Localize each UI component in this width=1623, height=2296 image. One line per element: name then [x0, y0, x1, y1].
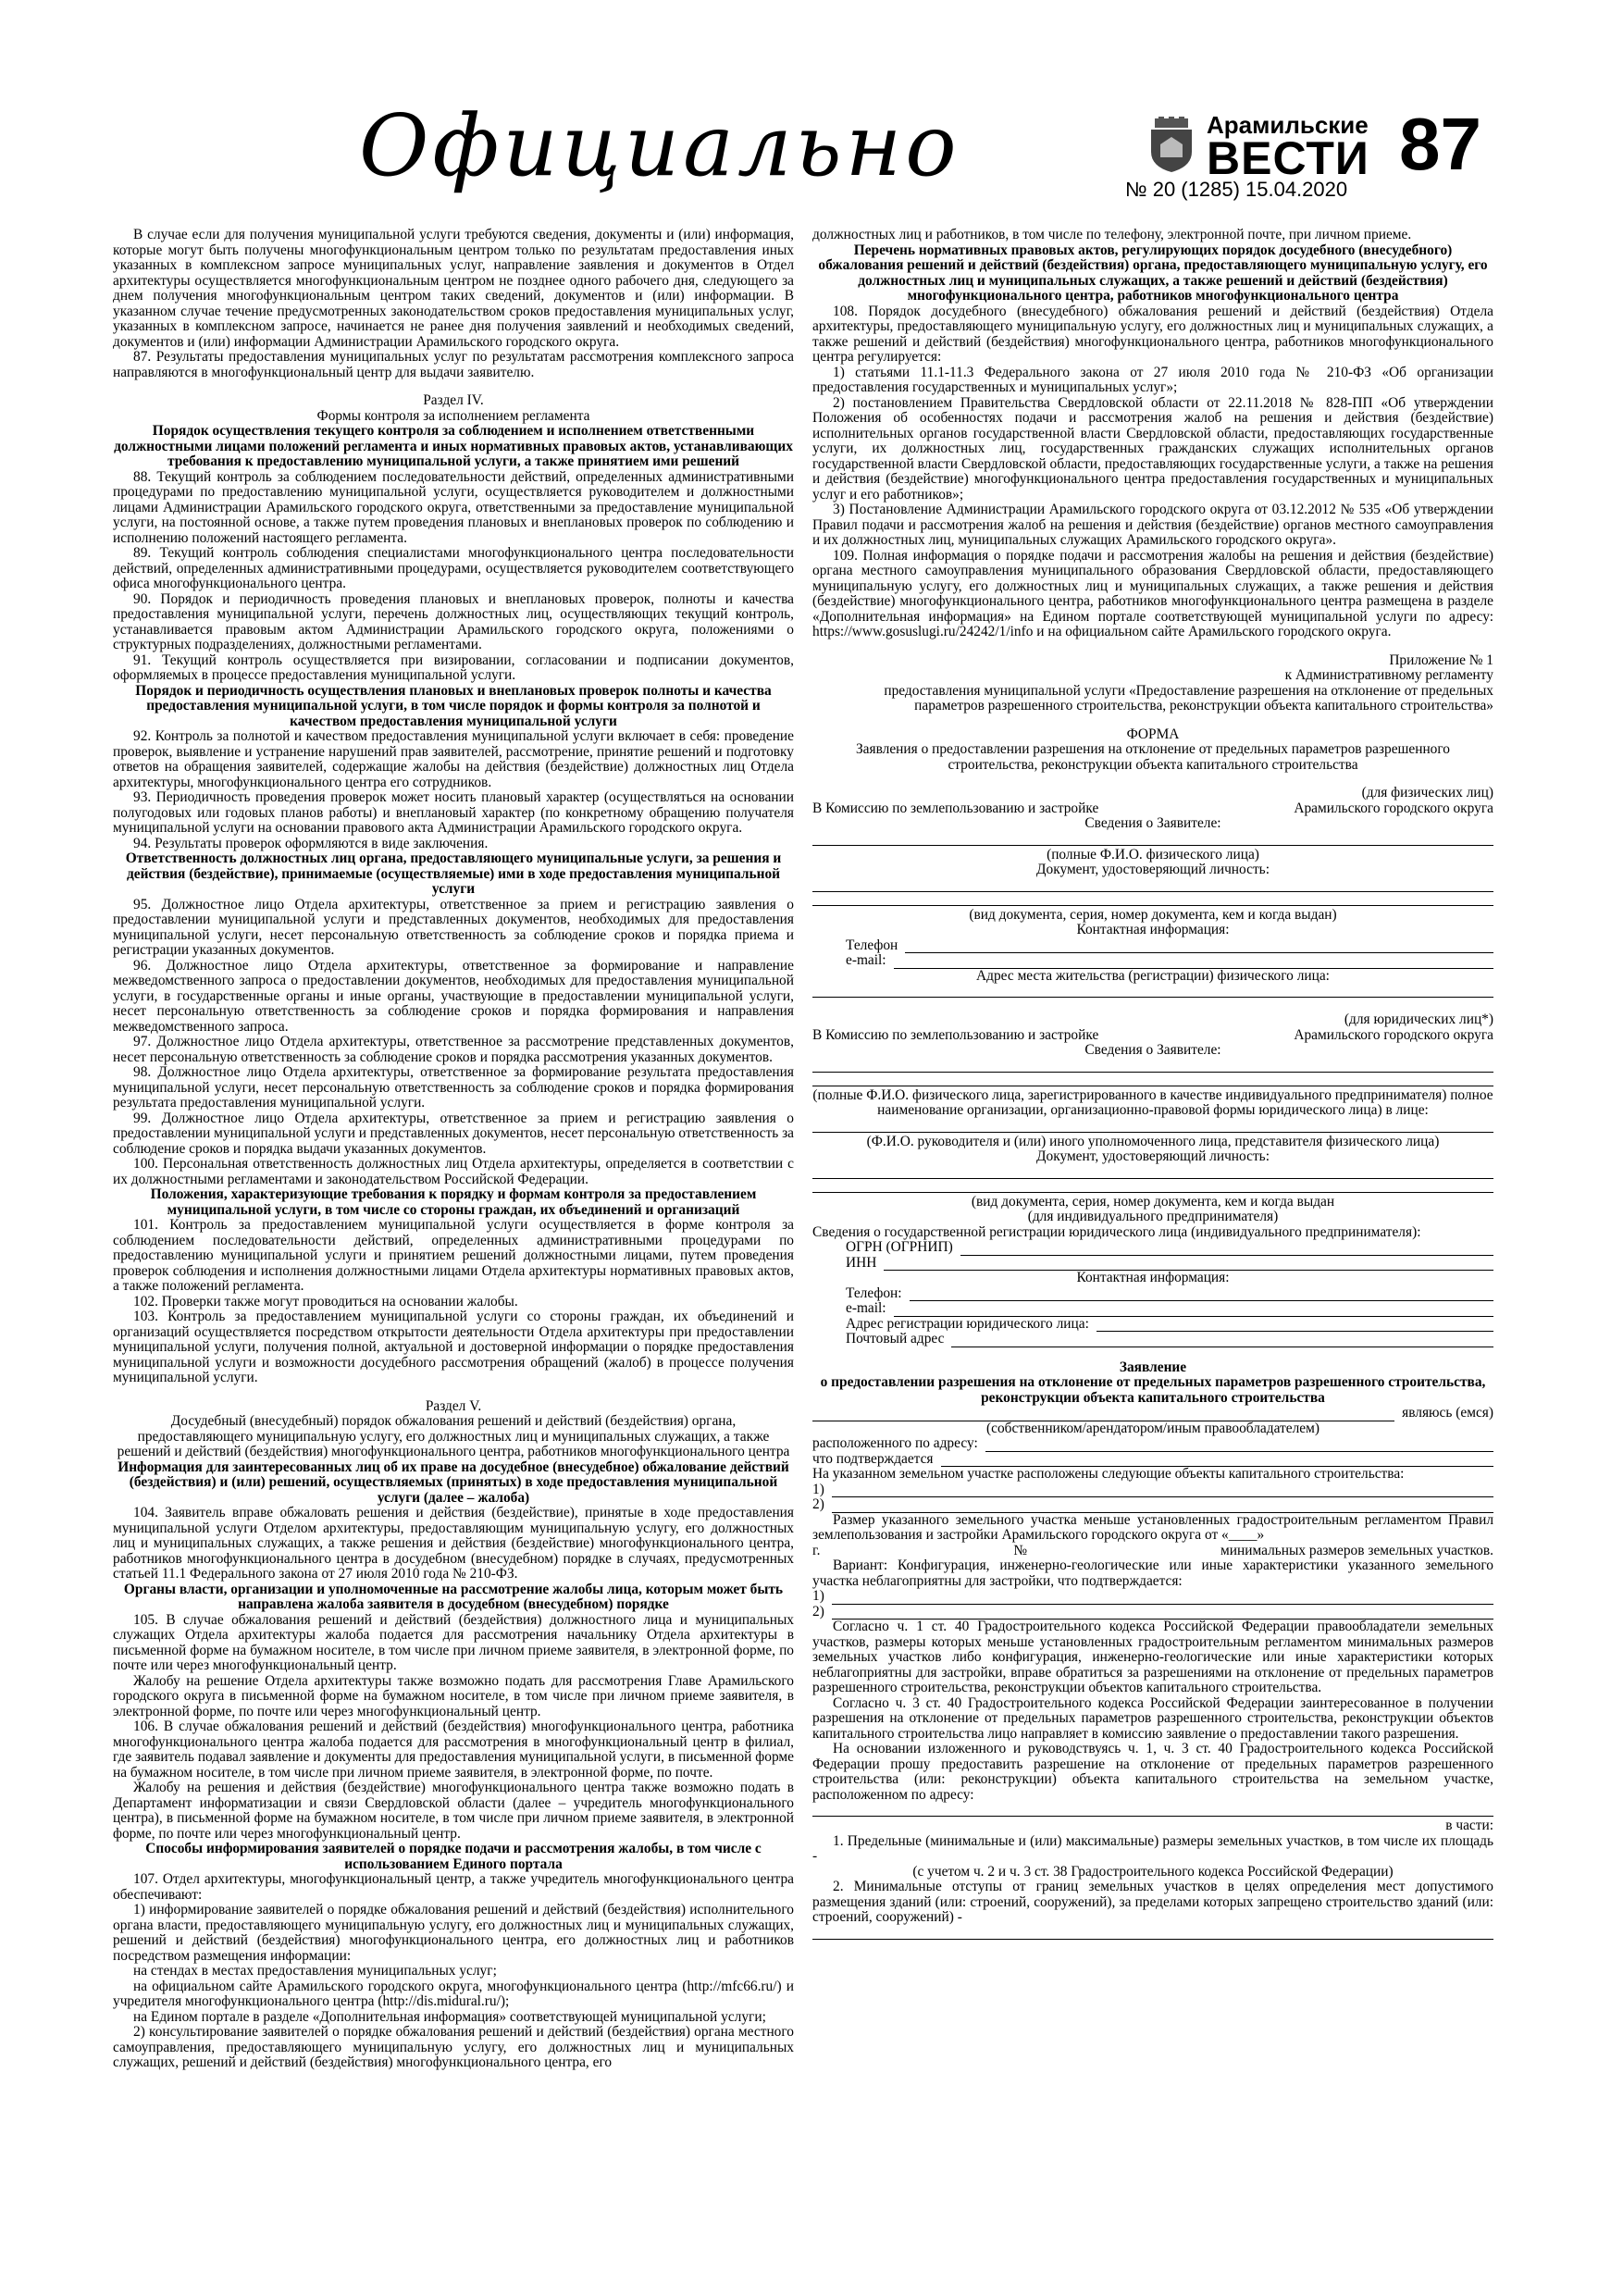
contact-info-label: Контактная информация: — [1076, 922, 1230, 937]
paragraph: 1) статьями 11.1-11.3 Федерального закона от 27 июля 2010 года № 210-ФЗ «Об организации предоставления государственных и муниципальных услуг»; — [812, 364, 1493, 395]
paragraph: 104. Заявитель вправе обжаловать решения и действия (бездействие), принятые в ходе предоставления муниципальной услуги Отделом архитектуры, предоставляющим муниципальную услугу, его должностных лиц и муниципальных служащих, а также решения и действия (бездействие) многофункционального центра, работников многофункционального центра в досудебном (внесудебном) порядке в случаях, предусмотренных статьей 11.1 Федерального закона от 27 июля 2010 года № 210-ФЗ. — [113, 1505, 794, 1582]
postal-address-label: Почтовый адрес — [846, 1331, 945, 1347]
bold-heading: Информация для заинтересованных лиц об их праве на досудебное (внесудебное) обжалование действий (бездействия) и (или) решений, осуществляемых (принятых) в ходе предоставления муниципальной услуги (далее – жалоба) — [118, 1458, 789, 1506]
list-item[interactable] — [812, 1589, 1493, 1605]
bold-heading: Порядок и периодичность осуществления плановых и внеплановых проверок полноты и качества предоставления муниципальной услуги, в том числе порядок и формы контроля за полнотой и качеством предоставления муниципальной услуги — [135, 682, 772, 729]
appendix-number: Приложение № 1 — [1389, 652, 1493, 668]
section-subheading: Досудебный (внесудебный) порядок обжалования решений и действий (бездействия) органа, предоставляющего муниципальную услугу, его должностных лиц и муниципальных служащих, а также решений и действий (бездействия) многофункционального центра, работников многофункционального центра — [117, 1413, 790, 1459]
paragraph: 101. Контроль за предоставлением муниципальной услуги осуществляется в форме контроля за соблюдением последовательности действий, определенных административными процедурами по предоставлению муниципальной услуги и принятием решений должностными лицами, путем проведения проверок соблюдения и исполнения должностными лицами Отдела архитектуры нормативных правовых актов, а также положений регламента. — [113, 1217, 794, 1294]
appendix-ref: к Административному регламенту — [1284, 667, 1493, 683]
brand-main: ВЕСТИ — [1207, 132, 1369, 184]
blank-line[interactable] — [812, 834, 1493, 846]
paragraph: 90. Порядок и периодичность проведения плановых и внеплановых проверок, полноты и качества предоставления муниципальной услуги, перечень должностных лиц, осуществляющих текущий контроль, устанавливается правовым актом Администрации Арамильского городского округа, положениями о структурных подразделениях, должностными регламентами. — [113, 590, 794, 652]
limit-hint: (с учетом ч. 2 и ч. 3 ст. 38 Градостроительного кодекса Российской Федерации) — [912, 1863, 1394, 1880]
paragraph: 1) информирование заявителей о порядке обжалования решений и действий (бездействия) исполнительного органа власти, предоставляющего муниципальную услугу, его должностных лиц и муниципальных служащих, решений и действий (бездействия) многофункционального центра, его должностных лиц и работников посредством размещения информации: — [113, 1902, 794, 1964]
email-label: e-mail: — [846, 1300, 886, 1316]
list-item[interactable] — [812, 1605, 1493, 1620]
paragraph: 107. Отдел архитектуры, многофункциональный центр, а также учредитель многофункционального центра обеспечивают: — [113, 1871, 794, 1903]
paragraph: на официальном сайте Арамильского городского округа, многофункционального центра (http://mfc66.ru/) и учредителя многофункционального центра (http://dis.midural.ru/); — [113, 1978, 794, 2009]
for-legal: (для юридических лиц*) — [1344, 1011, 1493, 1027]
blank-line[interactable] — [812, 1121, 1493, 1133]
paragraph: 103. Контроль за предоставлением муниципальной услуги со стороны граждан, их объединений и организаций осуществляется посредством открытости деятельности Отдела архитектуры при предоставлении муниципальной услуги, получения полной, актуальной и достоверной информации о порядке предоставления муниципальной услуги и возможности досудебного рассмотрения обращений (жалоб) в процессе получения муниципальной услуги. — [113, 1309, 794, 1385]
paragraph: 87. Результаты предоставления муниципальных услуг по результатам рассмотрения комплексного запроса направляются в многофункциональный центр для выдачи заявителю. — [113, 349, 794, 380]
blank-line[interactable] — [812, 1074, 1493, 1086]
appendix-service: предоставления муниципальной услуги «Предоставление разрешения на отклонение от предельных параметров разрешенного строительства, реконструкции объекта капитального строительства» — [884, 682, 1493, 714]
for-individuals: (для физических лиц) — [1361, 785, 1493, 800]
paragraph: 108. Порядок досудебного (внесудебного) обжалования решений и действий (бездействия) Отдела архитектуры, предоставляющего муниципальную услугу, его должностных лиц и муниципальных служащих, а также решений и действий (бездействия) многофункционального центра, работников многофункционального центра регулируется: — [812, 303, 1493, 365]
phone-label: Телефон: — [846, 1285, 902, 1301]
form-subtitle: Заявления о предоставлении разрешения на отклонение от предельных параметров разрешенного строительства, реконструкции объекта капитального строительства — [855, 741, 1451, 773]
applicant-info-label: Сведения о Заявителе: — [1084, 1042, 1221, 1058]
paragraph: 94. Результаты проверок оформляются в виде заключения. — [133, 835, 489, 851]
confirm-row[interactable] — [812, 1452, 1493, 1468]
objects-label: На указанном земельном участке расположены следующие объекты капитального строительства: — [812, 1466, 1405, 1482]
paragraph: 109. Полная информация о порядке подачи и рассмотрения жалобы на решения и действия (бездействие) органа местного самоуправления муниципального образования Свердловской области, предоставляющего муниципальную услугу, его должностных лиц и муниципальных служащих, а также решения и действия (бездействие) многофункционального центра, работников многофункционального центра размещена в разделе «Дополнительная информация» на Едином портале соответствующей муниципальной услуги по адресу: https://www.gosuslugi.ru/24242/1/info и на официальном сайте Арамильского городского округа. — [812, 547, 1493, 639]
item-number: 2) — [812, 1496, 824, 1512]
bold-heading: Положения, характеризующие требования к порядку и формам контроля за предоставлением муниципальной услуги, в том числе со стороны граждан, их объединений и организаций — [150, 1186, 757, 1218]
blank-line[interactable] — [812, 1928, 1493, 1940]
owner-label: являюсь (емся) — [1402, 1405, 1493, 1421]
date-number-row — [812, 1544, 1493, 1559]
confirm-label: что подтверждается — [812, 1450, 934, 1467]
paragraph: Размер указанного земельного участка меньше установленных градостроительным регламентом Правил землепользования и застройки Арамильского городского округа от «____» — [812, 1511, 1493, 1543]
page-number: 87 — [1399, 103, 1481, 185]
email-label: e-mail: — [846, 952, 886, 968]
issue-number: № 20 (1285) 15.04.2020 — [1125, 178, 1348, 201]
postal-address-row[interactable] — [812, 1332, 1493, 1347]
bold-heading: Порядок осуществления текущего контроля за соблюдением и исполнением ответственными должностными лицами положений регламента и иных нормативных правовых актов, устанавливающих требования к предоставлению муниципальной услуги, а также принятием ими решений — [114, 423, 793, 469]
left-column — [113, 228, 794, 2071]
section-subheading: Формы контроля за исполнением регламента — [316, 407, 590, 424]
paragraph: 1. Предельные (минимальные и (или) максимальные) размеры земельных участков, в том числе их площадь - — [812, 1832, 1493, 1864]
phone-label: Телефон — [846, 937, 898, 953]
item-number: 2) — [812, 1603, 824, 1620]
bold-heading: Ответственность должностных лиц органа, предоставляющего муниципальные услуги, за решения и действия (бездействие), принимаемые (осуществляемые) ими в ходе предоставления муниципальной услуги — [125, 850, 782, 897]
paragraph: 2. Минимальные отступы от границ земельных участков в целях определения мест допустимого размещения зданий (или: строений, сооружений), за пределами которых запрещено строительство зданий (или: строений, сооружений) - — [812, 1879, 1493, 1925]
fio-hint: (полные Ф.И.О. физического лица) — [1047, 846, 1259, 863]
number-mark: № — [1013, 1542, 1028, 1558]
bold-heading: Органы власти, организации и уполномоченные на рассмотрение жалобы лица, которым может быть направлена жалоба заявителя в досудебном (внесудебном) порядке — [123, 1581, 784, 1612]
paragraph: 2) постановлением Правительства Свердловской области от 22.11.2018 № 828-ПП «Об утверждении Положения об особенностях подачи и рассмотрения жалоб на решения и действия (бездействие) исполнительных органов государственной власти Свердловской области, предоставляющих государственные услуги, их должностных лиц, государственных гражданских служащих исполнительных органов государственной власти Свердловской области, предоставляющих государственные услуги, а также на решения и действия (бездействие) многофункционального центра предоставления государственных и муниципальных услуг и его работников»; — [812, 394, 1493, 503]
paragraph: 95. Должностное лицо Отдела архитектуры, ответственное за прием и регистрацию заявления о предоставлении муниципальной услуги и представленных документов, необходимых для предоставления муниципальной услуги, несет персональную ответственность за соблюдение сроков и порядка приема и регистрации указанных документов. — [113, 896, 794, 958]
list-item[interactable] — [812, 1497, 1493, 1513]
commission-row — [812, 801, 1493, 817]
newspaper-logo — [1147, 109, 1369, 184]
email-row[interactable] — [812, 953, 1493, 969]
paragraph: В случае если для получения муниципальной услуги требуются сведения, документы и (или) информация, которые могут быть получены многофункциональным центром только по результатам предоставления иных указанных в комплексном запросе муниципальных услуг, направление заявления и документов в Отдел архитектуры осуществляется многофункциональным центром не позднее одного рабочего дня, следующего за днем получения многофункциональным центром таких сведений, документов и (или) информации. В указанном случае течение предусмотренных законодательством сроков предоставления муниципальных услуг, указанных в комплексном запросе, начинается не ранее дня получения заявлений и необходимых сведений, документов и (или) информации Администрации Арамильского городского округа. — [113, 227, 794, 350]
doc-hint: (вид документа, серия, номер документа, кем и когда выдан — [971, 1193, 1335, 1210]
coat-of-arms-icon — [1147, 117, 1196, 174]
paragraph: Согласно ч. 3 ст. 40 Градостроительного кодекса Российской Федерации заинтересованное в получении разрешения на отклонение от предельных параметров разрешенного строительства, реконструкции объектов капитального строительства лицо направляет в комиссию заявление о предоставлении такого разрешения. — [812, 1694, 1493, 1742]
location-row[interactable] — [812, 1436, 1493, 1452]
statement-title: Заявление — [1119, 1359, 1187, 1375]
paragraph: 93. Периодичность проведения проверок может носить плановый характер (осуществляться на основании полугодовых или годовых планов работы) и внеплановый характер (по конкретному обращению получателя муниципальной услуги на основании правового акта Администрации Арамильского городского округа. — [113, 789, 794, 836]
inn-label: ИНН — [846, 1254, 877, 1271]
phone-row[interactable] — [812, 1286, 1493, 1302]
blank-line[interactable] — [812, 1167, 1493, 1179]
paragraph: 96. Должностное лицо Отдела архитектуры, ответственное за формирование и направление межведомственного запроса о предоставлении документов, необходимых для предоставления муниципальной услуги, в государственные органы и иные органы, участвующие в предоставлении муниципальной услуги, несет персональную ответственность за соблюдение сроков и порядка формирования и направления межведомственного запроса. — [113, 957, 794, 1035]
residence-label: Адрес места жительства (регистрации) физического лица: — [976, 967, 1330, 984]
inn-row[interactable] — [812, 1256, 1493, 1272]
phone-row[interactable] — [812, 938, 1493, 954]
ogrn-row[interactable] — [812, 1240, 1493, 1256]
year-mark: г. — [812, 1542, 821, 1558]
paragraph: должностных лиц и работников, в том числе по телефону, электронной почте, при личном приеме. — [812, 227, 1412, 242]
location-label: расположенного по адресу: — [812, 1435, 978, 1451]
legal-address-row[interactable] — [812, 1317, 1493, 1333]
bold-heading: Перечень нормативных правовых актов, регулирующих порядок досудебного (внесудебного) обжалования решений и действий (бездействия) органа, предоставляющего муниципальную услугу, его должностных лиц и муниципальных служащих, а также решений и действий (бездействия) многофункционального центра, работников многофункционального центра — [818, 242, 1488, 304]
list-item[interactable] — [812, 1483, 1493, 1498]
blank-line[interactable] — [812, 1181, 1493, 1193]
paragraph: на стендах в местах предоставления муниципальных услуг; — [133, 1963, 497, 1979]
owner-hint: (собственником/арендатором/иным правообладателем) — [986, 1420, 1319, 1436]
commission-label: В Комиссию по землепользованию и застройке — [812, 1026, 1099, 1043]
form-title: ФОРМА — [1126, 726, 1180, 742]
registration-label: Сведения о государственной регистрации юридического лица (индивидуального предпринимателя): — [812, 1223, 1421, 1240]
identity-doc-label: Документ, удостоверяющий личность: — [1036, 1148, 1270, 1164]
paragraph: 99. Должностное лицо Отдела архитектуры, ответственное за прием и регистрацию заявления о предоставлении муниципальной услуги и представленных документов, несет персональную ответственность за соблюдение сроков и порядка выдачи указанных документов. — [113, 1110, 794, 1157]
blank-line[interactable] — [812, 880, 1493, 892]
doc-hint-ie: (для индивидуального предпринимателя) — [1027, 1209, 1279, 1224]
head-hint: (Ф.И.О. руководителя и (или) иного уполномоченного лица, представителя физического лица) — [866, 1133, 1440, 1149]
commission-row — [812, 1028, 1493, 1044]
paragraph: 2) консультирование заявителей о порядке обжалования решений и действий (бездействия) органа местного самоуправления, предоставляющего муниципальную услугу, его должностных лиц и муниципальных служащих, решений и действий (бездействия) многофункционального центра, его — [113, 2024, 794, 2070]
paragraph: 105. В случае обжалования решений и действий (бездействия) должностного лица и муниципальных служащих Отдела архитектуры жалоба подается для рассмотрения начальнику Отдела архитектуры в письменной форме на бумажном носителе, в том числе при личном приеме заявителя, в электронной форме, по почте или через многофункциональный центр. — [113, 1611, 794, 1673]
contact-info-label: Контактная информация: — [1076, 1270, 1230, 1285]
legal-address-label: Адрес регистрации юридического лица: — [846, 1315, 1089, 1332]
district-label: Арамильского городского округа — [1294, 800, 1493, 816]
blank-line[interactable] — [812, 1061, 1493, 1073]
in-part-label: в части: — [1445, 1818, 1493, 1833]
paragraph: Согласно ч. 1 ст. 40 Градостроительного кодекса Российской Федерации правообладатели земельных участков, размеры которых меньше установленных градостроительным регламентом минимальных размеров земельных участков либо конфигурация, инженерно-геологические или иные характеристики которых неблагоприятны для застройки, вправе обратиться за разрешениями на отклонение от предельных параметров разрешенного строительства, реконструкции объектов капитального строительства. — [812, 1619, 1493, 1695]
doc-hint: (вид документа, серия, номер документа, кем и когда выдан) — [969, 906, 1337, 923]
bold-heading: Способы информирования заявителей о порядке подачи и рассмотрения жалобы, в том числе с использованием Единого портала — [145, 1841, 762, 1872]
item-number: 1) — [812, 1588, 824, 1604]
paragraph: 98. Должностное лицо Отдела архитектуры, ответственное за формирование результата предоставления муниципальной услуги, несет персональную ответственность за соблюдение сроков и порядка формирования результата предоставления муниципальной услуги. — [113, 1064, 794, 1111]
paragraph: 89. Текущий контроль соблюдения специалистами многофункционального центра последовательности действий, определенных административными процедурами, осуществляется руководителем соответствующего офиса многофункционального центра. — [113, 545, 794, 591]
blank-line[interactable] — [812, 894, 1493, 906]
right-column — [812, 228, 1493, 1942]
brand-top: Арамильские — [1207, 111, 1369, 139]
paragraph: На основании изложенного и руководствуясь ч. 1, ч. 3 ст. 40 Градостроительного кодекса Российской Федерации прошу предоставить разрешение на отклонение от предельных параметров разрешенного строительства (или: реконструкции) объекта капитального строительства на земельном участке, расположенном по адресу: — [812, 1741, 1493, 1803]
applicant-info-label: Сведения о Заявителе: — [1084, 815, 1221, 831]
paragraph: 106. В случае обжалования решений и действий (бездействия) многофункционального центра, работника многофункционального центра жалоба подается для рассмотрения в многофункциональный центр в филиал, где заявитель подавал заявление и документы для предоставления муниципальной услуги, в письменной форме на бумажном носителе, в том числе при личном приеме заявителя, в электронной форме, по почте. — [113, 1719, 794, 1781]
paragraph: Жалобу на решения и действия (бездействие) многофункционального центра также возможно подать в Департамент информатизации и связи Свердловской области (далее – учредитель многофункционального центра), в письменной форме на бумажном носителе, в том числе при личном приеме заявителя, в электронной форме, по почте или через многофункциональный центр. — [113, 1780, 794, 1842]
identity-doc-label: Документ, удостоверяющий личность: — [1036, 862, 1270, 877]
item-number: 1) — [812, 1481, 824, 1497]
section-title: Официально — [359, 96, 960, 195]
statement-subtitle: о предоставлении разрешения на отклонение от предельных параметров разрешенного строительства, реконструкции объекта капитального строительства — [820, 1374, 1486, 1406]
paragraph: на Едином портале в разделе «Дополнительная информация» соответствующей муниципальной услуги; — [133, 2008, 766, 2025]
blank-line[interactable] — [812, 1805, 1493, 1817]
paragraph: Жалобу на решение Отдела архитектуры также возможно подать для рассмотрения Главе Арамильского городского округа в письменной форме на бумажном носителе, в том числе при личном приеме заявителя, в электронной форме, по почте или через многофункциональный центр. — [113, 1672, 794, 1719]
section-heading: Раздел V. — [425, 1397, 482, 1414]
paragraph: 3) Постановление Администрации Арамильского городского округа от 03.12.2012 № 535 «Об утверждении Правил подачи и рассмотрения жалоб на решения и действия (бездействие) органов местного самоуправления и их должностных лиц, муниципальных служащих Арамильского городского округа». — [812, 502, 1493, 548]
paragraph: Вариант: Конфигурация, инженерно-геологические или иные характеристики указанного земельного участка неблагоприятны для застройки, что подтверждается: — [812, 1558, 1493, 1589]
min-sizes: минимальных размеров земельных участков. — [1220, 1542, 1493, 1558]
paragraph: 88. Текущий контроль за соблюдением последовательности действий, определенных административными процедурами по предоставлению муниципальной услуги, осуществляется руководителем и должностными лицами Администрации Арамильского городского округа, ответственными за предоставление муниципальной услуги, на постоянной основе, а также путем проведения плановых и внеплановых проверок по соблюдению и исполнению положений настоящего регламента. — [113, 468, 794, 546]
paragraph: 92. Контроль за полнотой и качеством предоставления муниципальной услуги включает в себя: проведение проверок, выявление и устранение нарушений прав заявителей, рассмотрение, принятие решений и подготовку ответов на обращения заявителей, содержащие жалобы на действия (бездействие) должностных лиц Отдела архитектуры, многофункционального центра его сотрудников. — [113, 728, 794, 790]
paragraph: 102. Проверки также могут проводиться на основании жалобы. — [133, 1293, 518, 1309]
district-label: Арамильского городского округа — [1294, 1026, 1493, 1043]
paragraph: 91. Текущий контроль осуществляется при визировании, согласовании и подписании документов, оформляемых в процессе предоставления муниципальной услуги. — [113, 652, 794, 683]
owner-row[interactable] — [812, 1406, 1493, 1421]
blank-line[interactable] — [812, 986, 1493, 998]
paragraph: 100. Персональная ответственность должностных лиц Отдела архитектуры, определяется в соответствии с их должностными регламентами и законодательством Российской Федерации. — [113, 1156, 794, 1187]
section-heading: Раздел IV. — [423, 392, 484, 408]
paragraph: 97. Должностное лицо Отдела архитектуры, ответственное за рассмотрение представленных документов, несет персональную ответственность за соблюдение сроков и порядка рассмотрения указанных документов. — [113, 1034, 794, 1065]
email-row[interactable] — [812, 1301, 1493, 1317]
commission-label: В Комиссию по землепользованию и застройке — [812, 800, 1099, 816]
legal-hint: (полные Ф.И.О. физического лица, зарегистрированного в качестве индивидуального предпринимателя) полное наименование организации, организационно-правовой формы юридического лица) в лице: — [812, 1086, 1493, 1118]
ogrn-label: ОГРН (ОГРНИП) — [846, 1239, 953, 1255]
masthead — [0, 0, 1623, 222]
